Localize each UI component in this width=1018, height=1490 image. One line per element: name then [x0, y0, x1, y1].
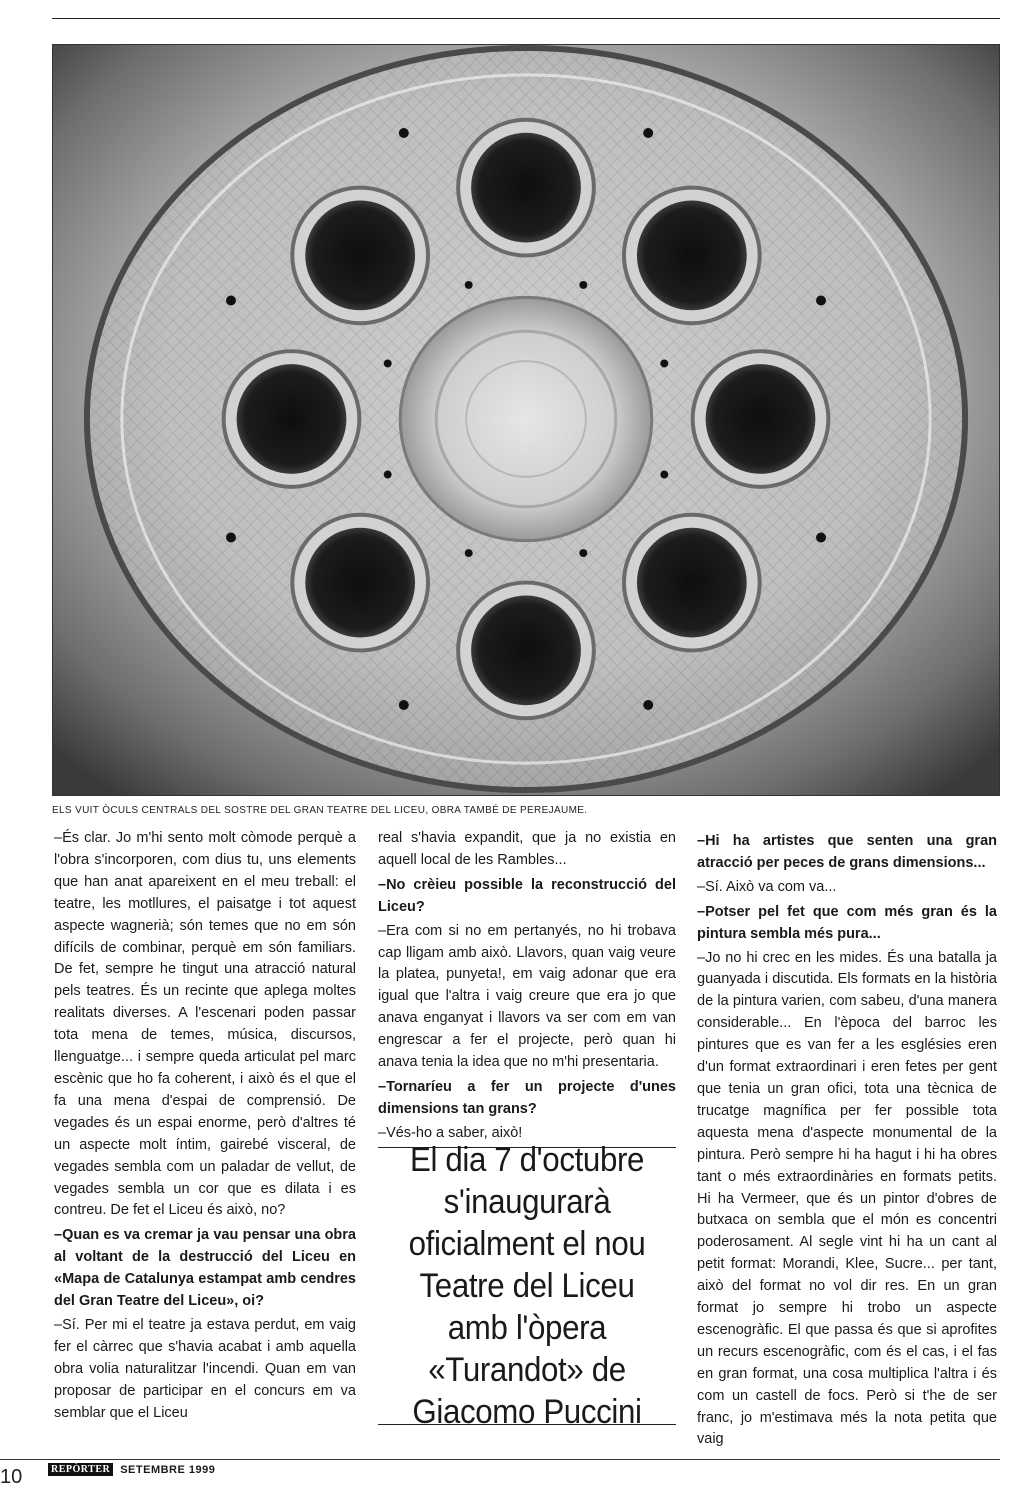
pull-quote-box — [378, 1141, 676, 1431]
ornament-dot — [643, 700, 653, 710]
article-column-1 — [54, 828, 356, 1424]
footer-rule — [0, 1459, 1000, 1460]
ornament-dot — [226, 296, 236, 306]
oculus — [637, 528, 747, 638]
ornament-dot — [465, 549, 473, 557]
pull-quote: El dia 7 d'octubre s'inaugurarà oficialment el nou Teatre del Liceu amb l'òpera «Turandot» de Giacomo Puccini — [408, 1141, 646, 1431]
oculus — [237, 364, 347, 474]
interview-answer: –Sí. Per mi el teatre ja estava perdut, em vaig fer el càrrec que s'havia acabat i amb aquella obra volia naturalitzar l'incendi. Quan em van proposar de participar en el concurs em va semblar que el Liceu — [54, 1316, 356, 1421]
oculus — [471, 596, 581, 706]
ornament-dot — [816, 296, 826, 306]
oculus — [637, 201, 747, 311]
ornament-dot — [465, 281, 473, 289]
ornament-dot — [384, 359, 392, 367]
oculus — [305, 528, 415, 638]
article-column-3 — [697, 828, 997, 1451]
ornament-dot — [399, 700, 409, 710]
issue-date: SETEMBRE 1999 — [120, 1463, 216, 1476]
oculus — [471, 133, 581, 243]
ornament-dot — [384, 471, 392, 479]
interview-question: –Potser pel fet que com més gran és la pintura sembla més pura... — [697, 903, 997, 942]
ornament-dot — [226, 532, 236, 542]
interview-question: –Hi ha artistes que senten una gran atracció per peces de grans dimensions... — [697, 833, 997, 871]
oculus — [305, 201, 415, 311]
oculus — [706, 364, 816, 474]
ornament-dot — [643, 128, 653, 138]
ceiling-photo — [52, 44, 1000, 796]
interview-answer: real s'havia expandit, que ja no existia en aquell local de les Rambles... — [378, 830, 676, 868]
interview-answer: –És clar. Jo m'hi sento molt còmode perquè a l'obra s'incorporen, com dius tu, uns elements que han anat apareixent en el meu treball: el teatre, les motllures, el paisatge i tot aquest aspecte wagnerià; són temes que no em són difícils de combinar, perquè em són familiars. De fet, sempre he tingut una atracció natural pels teatres. És un recinte que aplega moltes realitats diverses. A l'escenari poden passar tota mena de temes, música, discursos, llenguatge... i sempre queda articulat pel marc escènic que ho fa coherent, i això és el que el fa una mena d'espai de comprensió. De vegades és un espai enorme, però d'altres té un aspecte molt íntim, gairebé visceral, de vegades sembla com un paladar de vellut, de vegades sembla un cor que es dilata i es contreu. De fet el Liceu és això, no? — [54, 830, 356, 1219]
article-column-2 — [378, 828, 676, 1145]
ceiling-illustration — [53, 45, 999, 795]
ornament-dot — [579, 281, 587, 289]
ornament-dot — [399, 128, 409, 138]
interview-question: –Tornaríeu a fer un projecte d'unes dimensions tan grans? — [378, 1078, 676, 1117]
page-number: 10 — [0, 1466, 23, 1488]
ornament-dot — [579, 549, 587, 557]
ornament-dot — [660, 359, 668, 367]
magazine-logo: REPÒRTER — [48, 1463, 113, 1476]
interview-answer: –Sí. Això va com va... — [697, 878, 837, 895]
top-rule — [52, 18, 1000, 19]
photo-caption: ELS VUIT ÒCULS CENTRALS DEL SOSTRE DEL GRAN TEATRE DEL LICEU, OBRA TAMBÉ DE PEREJAUME. — [52, 805, 588, 816]
interview-answer: –Vés-ho a saber, això! — [378, 1124, 523, 1141]
interview-question: –Quan es va cremar ja vau pensar una obra al voltant de la destrucció del Liceu en «Mapa de Catalunya estampat amb cendres del Gran Teatre del Liceu», oi? — [54, 1227, 356, 1310]
interview-answer: –Era com si no em pertanyés, no hi trobava cap lligam amb això. Llavors, quan vaig veure la platea, punyeta!, em vaig adonar que era igual que l'altra i vaig creure que era jo que anava enganyat i llavors va ser com em van engrescar a fer el projecte, però quan hi anava tenia la idea que no m'hi presentaria. — [378, 922, 676, 1071]
ornament-dot — [660, 471, 668, 479]
interview-question: –No crèieu possible la reconstrucció del Liceu? — [378, 876, 676, 915]
interview-answer: –Jo no hi crec en les mides. És una batalla ja guanyada i discutida. Els formats en la història de la pintura varien, com sabeu, d'una manera considerable... En l'època del barroc les pintures que es van fer a les esglésies eren d'un format extraordinari i eren fetes per gent que tenia un gran ofici, tota una tècnica de trucatge magnífica per fer possible tota aquesta mena d'aspecte monumental de la pintura. Però sempre hi ha hagut i hi ha obres tant o més extraordinàries en formats petits. Hi ha Vermeer, que és un pintor d'obres de butxaca on sembla que el món es concentri poderosament. Al segle vint hi ha un cant al petit format: Morandi, Klee, Sucre... per tant, això del format no vol dir res. En un gran format jo sempre hi trobo un aspecte escenogràfic. El que passa és que si aprofites un recurs escenogràfic, com és el cas, i el fas en gran format, una cosa multiplica l'altra i és com un castell de focs. Però si t'he de ser franc, jo m'estimava més la nota petita que vaig — [697, 949, 997, 1448]
footer — [48, 1463, 215, 1476]
ornament-dot — [816, 532, 826, 542]
